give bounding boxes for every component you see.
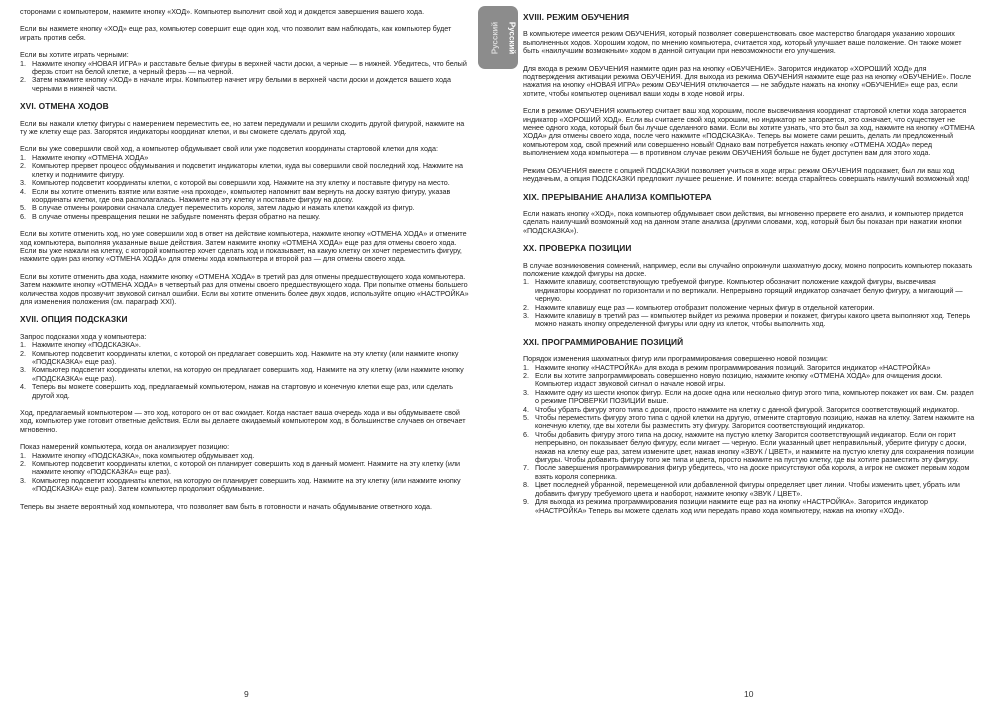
list-item-number: 1. [20,340,26,350]
list-item-number: 3. [20,178,26,188]
numbered-list [20,154,472,221]
paragraph: Если вы уже совершили свой ход, а компьютер обдумывает свой или уже подсветил координаты стартовой клетки для хода: [20,144,438,154]
paragraph: сторонами с компьютером, нажмите кнопку «ХОД». Компьютер выполнит свой ход и дождется завершения вашего хода. [20,7,425,16]
paragraph: Если вы нажали клетку фигуры с намерением переместить ее, но затем передумали и решили сходить другой фигурой, нажмите на ту же клетку еще раз. Загорятся индикаторы координат клетки, и вы сможете сделать другой ход. [20,118,465,137]
numbered-list [20,452,472,494]
list-item-text: Компьютер подсветит координаты клетки, с которой вы совершили ход. Нажмите на эту клетку и поставьте фигуру на место. [32,178,450,188]
section-title-position-check: XX. ПРОВЕРКА ПОЗИЦИИ [523,243,632,254]
list-item-number: 3. [523,387,529,397]
list-item [20,213,472,221]
paragraph: Если вы нажмете кнопку «ХОД» еще раз, компьютер совершит еще один ход, что позволит вам наблюдать, как компьютер будет играть против себя. [20,24,452,42]
language-label-mirrored: Русский [490,21,500,54]
right-page [523,8,975,524]
paragraph: В случае возникновения сомнений, например, если вы случайно опрокинули шахматную доску, можно попросить компьютер показать положение каждой фигуры на доске. [523,260,973,278]
list-item-number: 8. [523,480,529,490]
paragraph: Если вы уже нажали на клетку, с которой компьютер хочет сделать ход и показывает, на какую клетку он хочет переместить фигуру, нажмите один раз кнопку «ОТМЕНА ХОДА» для отмены хода компьютера и второй раз — для отмены своего хода. [20,245,462,264]
list-item-number: 6. [20,211,26,221]
numbered-list [20,60,472,94]
list-item-number: 4. [523,404,529,414]
list-item-text: Чтобы добавить фигуру этого типа на доску, нажмите на пустую клетку Загорится соответствующий индикатор. Если он горит непрерывно, он показывает белую фигуру, если мигает — черную. Если указанный цвет неправильный, уберите фигуру с доски, нажав на клетку еще раз, затем измените цвет, нажав кнопку «ЗВУК / ЦВЕТ», и нажмите на пустую клетку для сохранения позиции фигуры. Чтобы добавить фигуру того же типа и цвета, просто нажмите на пустую клетку, где вы хотите разместить эту фигуру. [535,429,974,465]
list-item [20,460,472,477]
list-item-number: 5. [523,413,529,423]
list-item-text: В случае отмены превращения пешки не забудьте поменять ферзя обратно на пешку. [32,211,321,221]
list-item-text: Чтобы убрать фигуру этого типа с доски, просто нажмите на клетку с данной фигурой. Загорится соответствующий индикатор. [535,404,960,414]
list-item-number: 2. [20,459,26,469]
list-item [523,389,975,406]
list-item [20,162,472,179]
list-item [20,76,472,93]
list-item-number: 6. [523,429,529,439]
paragraph: Для входа в режим ОБУЧЕНИЯ нажмите один раз на кнопку «ОБУЧЕНИЕ». Загорится индикатор «ХОРОШИЙ ХОД» для подтверждения активации режима ОБУЧЕНИЯ. Для выхода из режима ОБУЧЕНИЯ нажмите еще раз на кнопку «ОБУЧЕНИЕ». После нажатия на кнопку «НОВАЯ ИГРА» режим ОБУЧЕНИЯ отключается — не забудьте нажать на кнопку «ОБУЧЕНИЕ» еще раз, если хотите, чтобы компьютер оценивал ваши ходы в ходе новой игры. [523,63,972,98]
list-item-number: 1. [20,152,26,162]
list-item-number: 1. [20,450,26,460]
list-item-text: Нажмите кнопку «НОВАЯ ИГРА» и расставьте белые фигуры в верхней части доски, а черные — в нижней. Убедитесь, что белый ферзь стоит на белой клетке, а черный ферзь — на черной. [32,58,467,77]
list-item-number: 1. [20,58,26,68]
list-item-number: 4. [20,382,26,392]
page-number: 10 [744,689,754,699]
list-item-number: 4. [20,186,26,196]
list-item [523,431,975,465]
list-item [20,477,472,494]
list-item-text: Нажмите кнопку «ОТМЕНА ХОДА» [32,152,149,162]
list-item [523,278,975,303]
language-label: Русский [507,21,517,54]
list-item-number: 1. [523,277,529,287]
numbered-list [523,278,975,328]
list-item-text: Компьютер прервет процесс обдумывания и подсветит индикаторы клетки, куда вы совершили свой последний ход. Нажмите на клетку и поднимите фигуру. [32,161,463,179]
numbered-list [523,364,975,515]
list-item [523,414,975,431]
list-item-number: 2. [523,371,529,380]
list-item-text: Нажмите кнопку «НАСТРОЙКА» для входа в режим программирования позиций. Загорится индикатор «НАСТРОЙКА» [535,362,931,372]
list-item-text: Компьютер подсветит координаты клетки, на которую он предлагает совершить ход. Нажмите на эту клетку (или нажмите кнопку «ПОДСКАЗКА» еще раз). [32,365,464,383]
list-item [20,366,472,383]
list-item-number: 2. [20,161,26,171]
section-title-position-programming: XXI. ПРОГРАММИРОВАНИЕ ПОЗИЦИЙ [523,336,684,347]
list-item-number: 7. [523,463,529,473]
list-item [523,464,975,481]
numbered-list [20,341,472,400]
section-title-interrupt-analysis: XIX. ПРЕРЫВАНИЕ АНАЛИЗА КОМПЬЮТЕРА [523,191,712,202]
list-item [20,350,472,367]
list-item-number: 9. [523,497,529,507]
list-item-text: Если вы хотите отменить взятие или взятие «на проходе», компьютер напомнит вам вернуть на доску взятую фигуру, указав координаты клетки, где она располагалась. Нажмите на эту клетку и поставьте фигуру на доску. [32,186,451,204]
language-tab [478,6,518,69]
list-item-text: Компьютер подсветит координаты клетки, на которую он планирует совершить ход. Нажмите на эту клетку (или нажмите кнопку «ПОДСКАЗКА» еще раз). Затем компьютер продолжит обдумывание. [32,475,461,494]
section-title-undo-moves: XVI. ОТМЕНА ХОДОВ [20,101,109,112]
paragraph: Если нажать кнопку «ХОД», пока компьютер обдумывает свои действия, вы мгновенно прервете его анализ, и компьютер придется сделать наилучший возможный ход на данном этапе анализа (другими словами, ход, который был бы показан при нажатии кнопки «ПОДСКАЗКА»). [523,208,964,235]
list-item-text: Если вы хотите запрограммировать совершенно новую позицию, нажмите кнопку «ОТМЕНА ХОДА» для очищения доски. Компьютер издаст звуковой сигнал о начале новой игры. [535,371,943,389]
list-item-text: Нажмите кнопку «ПОДСКАЗКА», пока компьютер обдумывает ход. [32,450,255,460]
section-title-training-mode: XVIII. РЕЖИМ ОБУЧЕНИЯ [523,12,630,22]
paragraph: Если вы хотите отменить два хода, нажмите кнопку «ОТМЕНА ХОДА» в третий раз для отмены предшествующего хода компьютера. Затем нажмите кнопку «ОТМЕНА ХОДА» в четвертый раз для отмены своего предшествующего хода. При попытке отмены большего количества ходов прозвучит звуковой сигнал ошибки. Если вы хотите отменить более двух ходов, используйте опцию «НАСТРОЙКА» для изменения положения (см. параграф XXI). [20,271,469,306]
list-item-number: 3. [523,310,529,320]
list-item-text: Цвет последней убранной, перемещенной или добавленной фигуры определяет цвет линии. Чтобы изменить цвет, убрать или добавить фигуру требуемого цвета и наоборот, нажмите кнопку «ЗВУК / ЦВЕТ». [535,480,960,498]
paragraph: Если вы хотите играть черными: [20,50,129,60]
paragraph: Ход, предлагаемый компьютером — это ход, которого он от вас ожидает. Когда настает ваша очередь хода и вы обдумываете свой ход, компьютер уже готовит ответные действия. Если вы делаете ожидаемый компьютером ход, в большинстве случаев он отвечает мгновенно. [20,408,466,434]
list-item [523,498,975,515]
list-item-number: 5. [20,203,26,213]
list-item-number: 3. [20,365,26,375]
list-item-text: Нажмите клавишу в третий раз — компьютер выйдет из режима проверки и покажет, фигуры какого цвета выполняют ход. Теперь можно нажать кнопку определенной фигуры или одну из клеток, чтобы выполнить ход. [535,310,971,329]
list-item [20,60,472,77]
paragraph: Если вы хотите отменить ход, но уже совершили ход в ответ на действие компьютера, нажмите кнопку «ОТМЕНА ХОДА» и отмените ход компьютера, выполняя указанные выше действия. Затем нажмите кнопку «ОТМЕНА ХОДА» еще раз для отмены своего хода. [20,229,467,247]
list-item-text: Для выхода из режима программирования позиции нажмите еще раз на кнопку «НАСТРОЙКА». Загорится индикатор «НАСТРОЙКА» Теперь вы можете сделать ход или передать право хода компьютеру, нажав на кнопку «ХОД». [535,497,929,515]
paragraph: Режим ОБУЧЕНИЯ вместе с опцией ПОДСКАЗКИ позволяет учиться в ходе игры: режим ОБУЧЕНИЯ подскажет, был ли ваш ход неудачным, а опция ПОДСКАЗКИ предложит лучшее решение. И помните: всегда старайтесь совершать наилучший возможный ход! [523,165,970,184]
paragraph: Порядок изменения шахматных фигур или программирования совершенно новой позиции: [523,354,828,364]
list-item [20,188,472,205]
paragraph: Если в режиме ОБУЧЕНИЯ компьютер считает ваш ход хорошим, после высвечивания координат стартовой клетки хода загорается индикатор «ХОРОШИЙ ХОД». Если вы считаете свой ход хорошим, но индикатор не загорается, это означает, что существует не менее одного хода, который был бы лучше сделанного вами. Если вы хотите узнать, что это был за ход, нажмите на кнопку «ОТМЕНА ХОДА» для отмены своего хода, после чего нажмите «ПОДСКАЗКА». Теперь вы можете сами решить, делать ли предложенный компьютером ход, свой прежний или совершенно новый! Однако вам потребуется нажать кнопку «ОТМЕНА ХОДА» перед выполнением хода компьютера — в противном случае режим ОБУЧЕНИЯ больше не будет доступен вам для этого хода. [523,106,975,158]
list-item-number: 2. [523,302,529,312]
list-item-number: 2. [20,75,26,85]
list-item-text: Теперь вы можете совершить ход, предлагаемый компьютером, нажав на стартовую и конечную клетки еще раз, или сделать другой ход. [32,382,454,400]
list-item-number: 1. [523,362,529,372]
left-page [20,8,472,520]
list-item-text: Нажмите клавишу еще раз — компьютер отобразит положение черных фигур в отдельной категории. [535,302,875,312]
list-item [20,383,472,400]
list-item-text: В случае отмены рокировки сначала следует переместить короля, затем ладью и нажать клетки каждой из фигур. [32,203,415,213]
list-item [523,481,975,498]
page-number: 9 [244,689,249,699]
paragraph: В компьютере имеется режим ОБУЧЕНИЯ, который позволяет совершенствовать свое мастерство благодаря указанию хороших выполненных ходов. Хорошим ходом, по мнению компьютера, считается ход, который улучшает ваше положение. Он также может быть «наилучшим возможным» ходом в данной ситуации при невозможности его улучшения. [523,29,962,56]
list-item-text: Нажмите одну из шести кнопок фигур. Если на доске одна или несколько фигур этого типа, компьютер покажет их вам. См. раздел о режиме ПРОВЕРКИ ПОЗИЦИИ выше. [535,387,974,406]
list-item-text: Нажмите клавишу, соответствующую требуемой фигуре. Компьютер обозначит положение каждой фигуры, высвечивая индикаторы координат по горизонтали и по вертикали. Непрерывно горящий индикатор означает белую фигуру, а мигающий — черную. [535,277,963,304]
list-item [523,372,975,389]
list-item-number: 2. [20,348,26,358]
list-item-text: Компьютер подсветит координаты клетки, с которой он планирует совершить ход в данный момент. Нажмите на эту клетку (или нажмите кнопку «ПОДСКАЗКА» еще раз). [32,459,461,477]
list-item-text: После завершения программирования фигур убедитесь, что на доске присутствуют оба короля, а игрок не сможет первым ходом взять короля соперника. [535,463,970,481]
list-item-text: Чтобы переместить фигуру этого типа с одной клетки на другую, отмените стартовую позицию, нажав на клетку. Затем нажмите на конечную клетку, где вы хотели бы разместить эту фигуру. Загорится соответствующий индикатор. [535,413,975,431]
section-title-hint-option: XVII. ОПЦИЯ ПОДСКАЗКИ [20,314,128,325]
paragraph: Показ намерений компьютера, когда он анализирует позицию: [20,442,230,452]
paragraph: Теперь вы знаете вероятный ход компьютера, что позволяет вам быть в готовности и начать обдумывание ответного хода. [20,501,433,511]
list-item-text: Компьютер подсветит координаты клетки, с которой он предлагает совершить ход. Нажмите на эту клетку (или нажмите кнопку «ПОДСКАЗКА» еще раз). [32,348,459,366]
list-item-text: Затем нажмите кнопку «ХОД» в начале игры. Компьютер начнет игру белыми в верхней части доски и дождется вашего хода черными в нижней части. [32,75,451,93]
paragraph: Запрос подсказки хода у компьютера: [20,331,147,341]
list-item-text: Нажмите кнопку «ПОДСКАЗКА». [32,340,141,350]
list-item-number: 3. [20,475,26,485]
list-item [523,312,975,329]
